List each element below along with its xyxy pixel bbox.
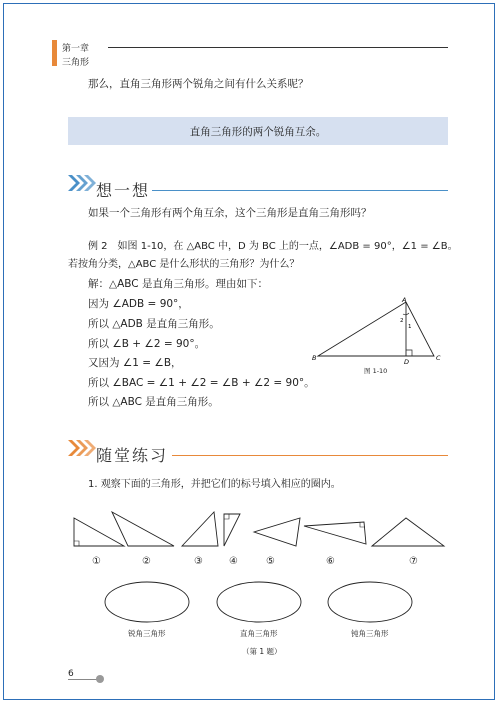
solution-line: 解：△ABC 是直角三角形。理由如下： (88, 278, 268, 290)
category-label-acute: 锐角三角形 (128, 629, 166, 638)
label-B: B (312, 354, 317, 362)
triangle-figure (304, 294, 454, 364)
section-rule-practice (172, 455, 448, 456)
section-rule-think (152, 190, 448, 191)
triangle-number: ⑦ (409, 556, 418, 567)
triangle-number: ① (92, 556, 101, 567)
triangle-3 (182, 512, 218, 546)
chapter-title: 三角形 (62, 58, 90, 68)
category-label-right: 直角三角形 (240, 629, 278, 638)
triangle-number: ④ (229, 556, 238, 567)
solution-line: 所以 △ADB 是直角三角形。 (88, 318, 220, 330)
triangle-2 (112, 512, 174, 546)
label-C: C (436, 354, 441, 362)
example-line-2: 若按角分类，△ABC 是什么形状的三角形？为什么？ (68, 259, 300, 270)
think-question: 如果一个三角形有两个角互余，这个三角形是直角三角形吗？ (88, 207, 372, 219)
label-angle-1: 1 (408, 324, 412, 330)
exercise-instruction: 1. 观察下面的三角形，并把它们的标号填入相应的圈内。 (88, 479, 341, 490)
label-angle-2: 2 (400, 318, 404, 324)
chevron-arrows-icon (66, 437, 100, 459)
triangle-number: ② (142, 556, 151, 567)
example-line-1: 例 2 如图 1-10，在 △ABC 中，D 为 BC 上的一点，∠ADB = 90°，∠1 = ∠B。 (88, 241, 458, 252)
ellipse-obtuse (328, 582, 412, 622)
page (3, 3, 495, 700)
chapter-label: 第一章 (62, 44, 90, 54)
figure-caption: 图 1-10 (364, 367, 388, 375)
label-A: A (402, 296, 407, 304)
question-note: （第 1 题） (242, 647, 282, 656)
chevron-arrows-icon (66, 172, 100, 194)
solution-line: 又因为 ∠1 = ∠B， (88, 357, 182, 369)
page-number-dot (96, 675, 104, 683)
solution-line: 因为 ∠ADB = 90°， (88, 298, 189, 310)
triangle-6 (304, 522, 366, 544)
triangle-number: ⑥ (326, 556, 335, 567)
category-ellipses (104, 580, 414, 628)
header-accent-bar (52, 40, 57, 66)
category-label-obtuse: 钝角三角形 (351, 629, 389, 638)
triangle-7 (372, 518, 444, 546)
page-number: 6 (68, 669, 74, 679)
label-D: D (404, 358, 410, 364)
triangles-row (64, 504, 454, 554)
conclusion-text: 直角三角形的两个锐角互余。 (189, 125, 327, 138)
triangle-number: ③ (194, 556, 203, 567)
solution-line: 所以 △ABC 是直角三角形。 (88, 396, 219, 408)
triangle-5 (254, 518, 300, 546)
page-number-rule (68, 679, 98, 680)
solution-line: 所以 ∠B + ∠2 = 90°。 (88, 338, 206, 350)
section-title-think: 想一想 (96, 181, 151, 200)
ellipse-acute (105, 582, 189, 622)
section-title-practice: 随堂练习 (96, 446, 169, 465)
intro-question: 那么，直角三角形两个锐角之间有什么关系呢？ (88, 78, 309, 90)
triangle-number: ⑤ (266, 556, 275, 567)
header-rule (108, 47, 448, 48)
solution-line: 所以 ∠BAC = ∠1 + ∠2 = ∠B + ∠2 = 90°。 (88, 377, 315, 389)
conclusion-box (68, 117, 448, 145)
ellipse-right (217, 582, 301, 622)
